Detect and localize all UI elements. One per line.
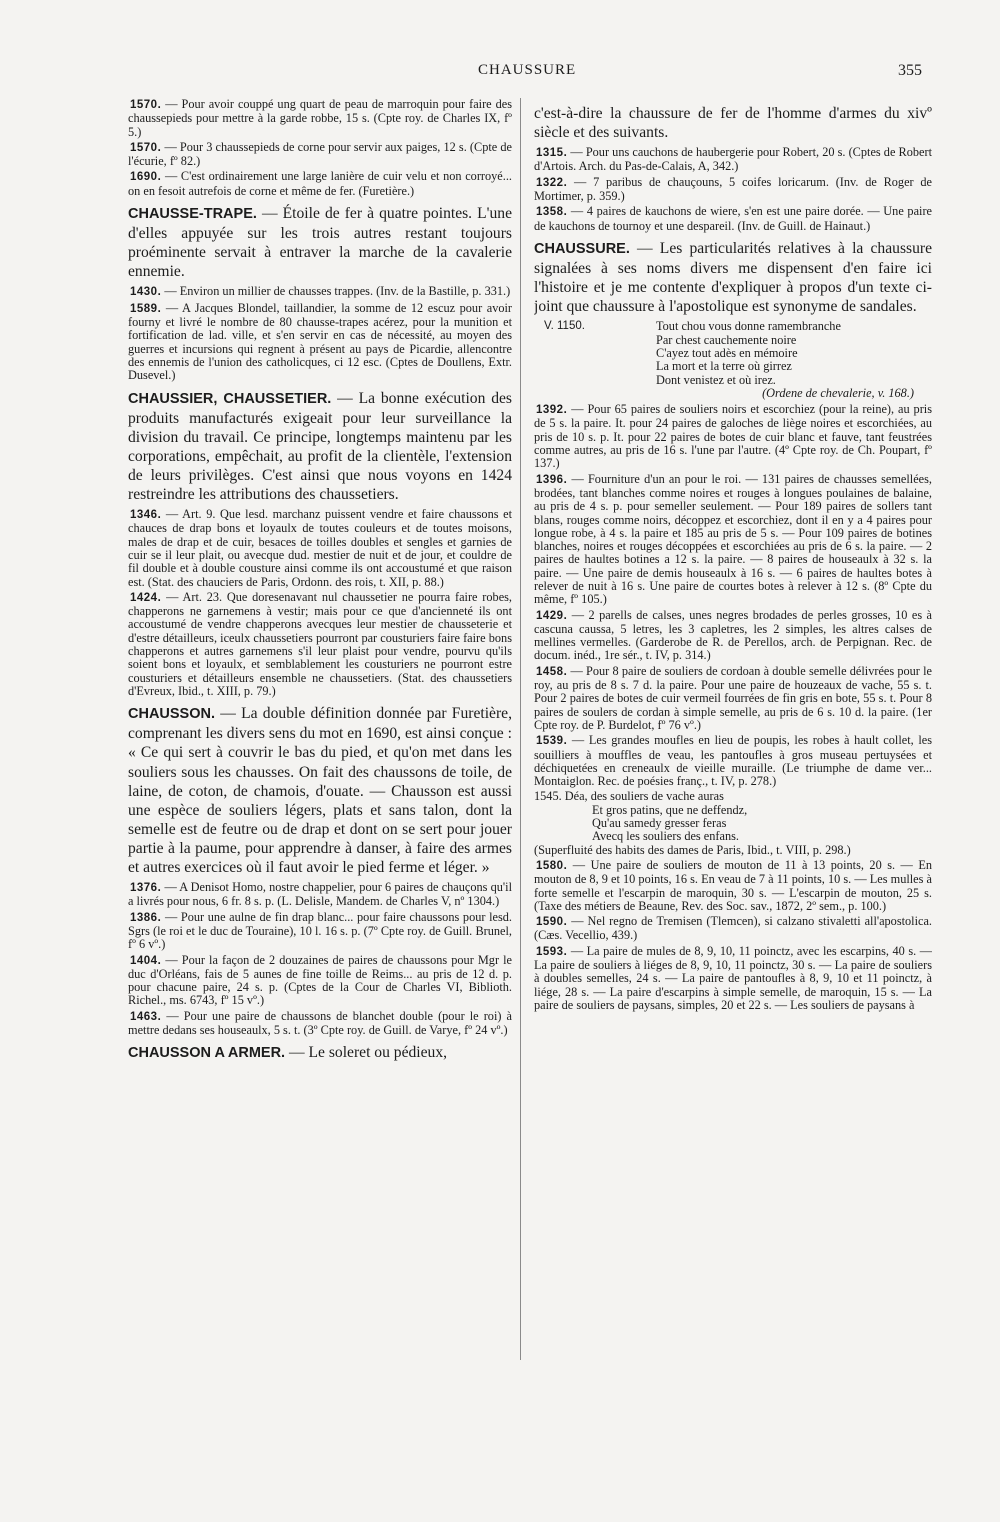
- right-column: [534, 98, 932, 1014]
- entry-text: — Pour une aulne de fin drap blanc... pour faire chaussons pour lesd. Sgrs (le roi et le duc de Touraine), 10 l. 16 s. p. (7º Cpte roy. de Guill. Brunel, fº 6 vº.): [128, 909, 512, 952]
- entry-text: — Pour 8 paire de souliers de cordoan à double semelle délivrées pour le roy, au pris de 8 s. 7 d. la paire. Pour une paire de houzeaux de vache, 55 s. t. Pour 2 paires de botes de cuir vermeil fourrées de fin gris en bote, 55 s. t. Pour 8 paires de soulers de cordan à simple semelle, au pris de 6 s. 10 d. la paire. (1er Cpte roy. de P. Burdelot, fº 76 vº.): [534, 663, 932, 732]
- entry-text: — Pour la façon de 2 douzaines de paires de chaussons pour Mgr le duc d'Orléans, fais de 5 aunes de fine toille de Reims... au pris de 12 d. p. pour chacune paire, 24 s. p. (Cptes de la Cour de Charles VI, Biblioth. Richel., ms. 6743, fº 15 vº.): [128, 952, 512, 1008]
- entry-text: — Pour uns cauchons de haubergerie pour Robert, 20 s. (Cptes de Robert d'Artois. Arch. du Pas-de-Calais, A, 342.): [534, 145, 932, 174]
- entry-year: 1424.: [130, 591, 162, 604]
- poem-line: [534, 790, 932, 803]
- entry-paragraph: [128, 954, 512, 1008]
- entry-paragraph: [128, 591, 512, 698]
- entry-paragraph: [534, 859, 932, 913]
- entry-text: — A Jacques Blondel, taillandier, la somme de 12 escuz pour avoir fourny et livré le nombre de 80 chausse-trapes acérez, pour la munition et fortification de lad. ville, et s'en servir en cas de nécessité, au moyen des guerres et incursions qui regnent à présent au pays de Picardie, allencontre des ennemis de l'union des catholicques, ci 12 esc. (Cptes de Doullens, Extr. Dusevel.): [128, 300, 512, 383]
- entry-paragraph: [534, 945, 932, 1012]
- entry-text: — 7 paribus de chauçouns, 5 coifes loricarum. (Inv. de Roger de Mortimer, p. 359.): [534, 174, 932, 204]
- entry-paragraph: [128, 285, 512, 299]
- entry-text: — La paire de mules de 8, 9, 10, 11 poinctz, avec les escarpins, 40 s. — La paire de souliers à liéges de 8, 9, 10, 11 poinctz, 30 s. — La paire de souliers à doubles semelles, 24 s. — La paire de pantoufles à 8, 9, 10 et 11 poinctz, à liége, 28 s. — La paire d'escarpins à simple semelle, de maroquin, 15 s. — La paire de souliers de paysans, simples, 20 et 22 s. — Les souliers de paysans à: [534, 943, 932, 1012]
- entry-year: 1580.: [536, 859, 568, 872]
- left-column: [128, 98, 512, 1067]
- entry-year: 1429.: [536, 609, 568, 622]
- entry-year: 1545.: [534, 789, 562, 804]
- article-paragraph: [128, 389, 512, 505]
- entry-year: 1322.: [536, 176, 568, 189]
- entry-paragraph: [128, 141, 512, 169]
- running-head: [0, 62, 1000, 86]
- verse-line: La mort et la terre où girrez: [656, 359, 792, 374]
- verse-line: Dont venistez et où irez.: [656, 372, 776, 387]
- verse-line: Par chest cauchemente noire: [656, 332, 797, 347]
- entry-paragraph: [128, 98, 512, 139]
- page-title: CHAUSSURE: [478, 62, 577, 78]
- entry-paragraph: [534, 734, 932, 788]
- verse-line: Tout chou vous donne ramembranche: [656, 319, 841, 334]
- article-text: — La bonne exécution des produits manufacturés exigeait pour leur surveillance la division du travail. Ce principe, longtemps maintenu par les corporations, empêchait, au profit de la clientèle, l'extension de leurs privilèges. C'est ainsi que nous voyons en 1424 restreindre les attributions des chaussetiers.: [128, 389, 512, 503]
- poem-line: Avecq les souliers des enfans.: [592, 829, 739, 844]
- entry-paragraph: [534, 205, 932, 233]
- entry-year: 1589.: [130, 302, 162, 315]
- entry-paragraph: [534, 146, 932, 174]
- entry-paragraph: [534, 176, 932, 204]
- entry-year: 1570.: [130, 99, 162, 111]
- entry-paragraph: [534, 665, 932, 732]
- entry-text: — 4 paires de kauchons de wiere, s'en est une paire dorée. — Une paire de kauchons de tournoy et une despareil. (Inv. de Guill. de Hainaut.): [534, 204, 932, 233]
- headword: CHAUSSURE.: [534, 240, 630, 257]
- poem-quote: [534, 790, 932, 856]
- entry-year: 1458.: [536, 665, 568, 678]
- entry-year: 1376.: [130, 882, 162, 895]
- entry-text: — A Denisot Homo, nostre chappelier, pour 6 paires de chauçons qu'il a livrés pour nous, 6 fr. 8 s. p. (L. Delisle, Mandem. de Charles V, nº 1304.): [128, 880, 512, 909]
- poem-line: Qu'au samedy gresser feras: [592, 816, 727, 831]
- headword: CHAUSSE-TRAPE.: [128, 206, 257, 223]
- entry-year: 1396.: [536, 473, 568, 486]
- entry-text: — Nel regno de Tremisen (Tlemcen), si calzano stivaletti all'apostolica. (Cæs. Vecellio, 439.): [534, 914, 932, 943]
- article-text: c'est-à-dire la chaussure de fer de l'homme d'armes du xivº siècle et des suivants.: [534, 105, 932, 142]
- entry-text: — Une paire de souliers de mouton de 11 à 13 points, 20 s. — En mouton de 8, 9 et 10 points, 16 s. En veau de 7 à 11 points, 10 s. — Les mulles à forte semelle et l'escarpin de maroquin, 30 s. — L'escarpin de mouton, 25 s. (Taxe des métiers de Beaune, Rev. des Soc. sav., 1872, 2º sem., p. 100.): [534, 857, 932, 913]
- entry-year: 1346.: [130, 509, 162, 522]
- article-text: — Les particularités relatives à la chaussure signalées à ses noms divers me dispensent d'en faire ici l'histoire et je me contente d'expliquer à propos d'un texte ci-joint que chaussure à l'apostolique est synonyme de sandales.: [534, 239, 932, 316]
- verse-source: (Ordene de chevalerie, v. 168.): [762, 385, 914, 400]
- entry-paragraph: [128, 170, 512, 198]
- entry-text: — Environ un millier de chausses trappes. (Inv. de la Bastille, p. 331.): [164, 284, 511, 299]
- entry-year: 1315.: [536, 147, 568, 160]
- entry-year: 1392.: [536, 404, 568, 417]
- entry-year: 1590.: [536, 916, 568, 929]
- entry-paragraph: [128, 1010, 512, 1038]
- article-text: — Étoile de fer à quatre pointes. L'une d'elles appuyée sur les trois autres restant toujours proéminente servait à entraver la marche de la cavalerie ennemie.: [128, 205, 512, 281]
- entry-text: — C'est ordinairement une large lanière de cuir velu et non corroyé... on en fesoit autrefois de corne et même de fer. (Furetière.): [128, 169, 512, 198]
- verse-year: V. 1150.: [544, 320, 585, 333]
- entry-year: 1430.: [130, 286, 162, 299]
- entry-text: — Pour avoir couppé ung quart de peau de marroquin pour faire des chaussepieds pour mettre à la garde robbe, 15 s. (Cpte roy. de Charles IX, fº 5.): [128, 98, 512, 139]
- entry-paragraph: [128, 508, 512, 589]
- entry-paragraph: [534, 473, 932, 607]
- poem-line: Et gros patins, que ne deffendz,: [592, 802, 748, 817]
- entry-year: 1570.: [130, 141, 162, 154]
- headword: CHAUSSON A ARMER.: [128, 1045, 286, 1062]
- entry-paragraph: [534, 609, 932, 663]
- verse-row: [534, 320, 932, 386]
- poem-line-text: Déa, des souliers de vache auras: [564, 789, 724, 804]
- entry-text: — Art. 23. Que doresenavant nul chaussetier ne pourra faire robes, chapperons ne garnemens à vestir; mais pour ce que d'ancienneté ils ont accoustumé de vendre chapperons avecques leur mestier de chausseterie et d'estre détailleurs, iceulx chaussetiers pourront par cousturiers faire faire bons chapperons et autres garnemens s'il leur plaist pour vendre, pourvu qu'ils soient bons et loyaulx, et semblablement les cousturiers ne pourront estre cousturiers et détailleurs ensemble ne chaussetiers. (Stat. des chaussetiers d'Evreux, Ibid., t. XIII, p. 79.): [128, 589, 512, 698]
- entry-year: 1593.: [536, 945, 568, 958]
- article-paragraph: [128, 704, 512, 877]
- entry-text: — Pour une paire de chaussons de blanchet double (pour le roi) à mettre dedans ses houseaulx, 5 s. t. (3º Cpte roy. de Guill. de Varye, fº 24 vº.): [128, 1008, 512, 1038]
- verse-quote: [534, 320, 932, 400]
- headword: CHAUSSON.: [128, 706, 216, 723]
- article-text: — Le soleret ou pédieux,: [289, 1044, 448, 1062]
- verse-line: C'ayez tout adès en mémoire: [656, 345, 798, 360]
- entry-paragraph: [534, 915, 932, 943]
- entry-year: 1463.: [130, 1010, 162, 1023]
- verse-lines: [656, 320, 841, 386]
- headword: CHAUSSIER, CHAUSSETIER.: [128, 390, 332, 407]
- article-text: — La double définition donnée par Furetière, comprenant les divers sens du mot en 1690, est ainsi conçue : « Ce qui sert à couvrir le bas du pied, et qu'on met dans les souliers sous les chausses. On fait des chaussons de toile, de laine, de coton, de chamois, d'ouate. — Chausson est aussi une espèce de souliers légers, plats et sans talon, dont la semelle est de feutre ou de drap et dont on se sert pour jouer partie à la paume, pour apprendre à danser, à faire des armes et autres exercices où il faut avoir le pied ferme et léger. »: [128, 705, 512, 876]
- article-paragraph: [128, 1043, 512, 1063]
- page-number: 355: [898, 62, 922, 79]
- entry-text: — Fourniture d'un an pour le roi. — 131 paires de chausses semellées, brodées, tant blanches comme noires et rouges à longues poulaines de balaine, au pris de 4 s. p. pour semeller seulement. — Pour 189 paires de sollers tant blans, rouges comme noirs, décoppez et escorchiez, dont il en y a 4 paires pour longue robe, à 4 s. la paire et 185 au pris de 5 s. — Pour 109 paires de botines blanches, noires et rouges décoppées et escorchiées au pris de 6 s. la paire. — 2 paires de haultes botines a 12 s. la paire. — 8 paires de houseaulx à 32 s. la paire. — Une paire de demis houseaulx à 16 s. — 6 paires de haultes botes à relever de nuit à 16 s. Une paire de courtes botes à relever à 12 s. (8º Cpte du même, fº 105.): [534, 471, 932, 607]
- article-paragraph: [534, 104, 932, 142]
- entry-text: — Pour 3 chaussepieds de corne pour servir aux paiges, 12 s. (Cpte de l'écurie, fº 82.): [128, 139, 512, 169]
- entry-text: — 2 parells de calses, unes negres brodades de perles grosses, 10 es à cascuna caussa, 5 letres, les 3 capletres, les 2 simples, les altres calses de mellines vermelles. (Garderobe de R. de Perellos, arch. de Perpignan. Rec. de docum. inéd., 1re sér., t. IV, p. 314.): [534, 607, 932, 663]
- entry-paragraph: [128, 302, 512, 383]
- entry-year: 1539.: [536, 735, 568, 748]
- poem-source: (Superfluité des habits des dames de Paris, Ibid., t. VIII, p. 298.): [534, 842, 851, 857]
- entry-year: 1404.: [130, 954, 162, 967]
- article-paragraph: [128, 204, 512, 281]
- entry-year: 1690.: [130, 171, 162, 184]
- column-divider: [520, 98, 521, 1360]
- entry-paragraph: [128, 881, 512, 909]
- entry-paragraph: [128, 911, 512, 952]
- entry-year: 1386.: [130, 911, 162, 924]
- entry-year: 1358.: [536, 206, 568, 219]
- article-paragraph: [534, 239, 932, 316]
- entry-paragraph: [534, 403, 932, 470]
- entry-text: — Pour 65 paires de souliers noirs et escorchiez (pour la reine), au pris de 5 s. la paire. It. pour 24 paires de galoches de liège noires et escorchiées, au pris de 10 s. p. It. pour 22 paires de botes de cuir blanc et fauve, tant feustrées comme autres, au pris de 16 s. l'une par l'autre. (4º Cpte roy. de Ch. Poupart, fº 137.): [534, 402, 932, 471]
- entry-text: — Art. 9. Que lesd. marchanz puissent vendre et faire chaussons et chauces de drap bons et loyaulx de toutes couleurs et de toutes moisons, males de drap et de cuir, besaces de toilles doubles et sengles et garnies de cuir se il leur plait, ou avecque dud. mestier de nuit et de jour, et couldre de fil double et à double cousture ainsi comme ils ont accoustumé et que raison est. (Stat. des chauciers de Paris, Ordonn. des rois, t. XII, p. 88.): [128, 507, 512, 589]
- entry-text: — Les grandes moufles en lieu de poupis, les robes à hault collet, les souilliers à mouffles de veau, les pantoufles à gros museau pertuysées et déchiquetées en creneaulx de vieille muraille. (Le triumphe de dame ver... Montaiglon. Rec. de poésies franç., t. IV, p. 278.): [534, 733, 932, 789]
